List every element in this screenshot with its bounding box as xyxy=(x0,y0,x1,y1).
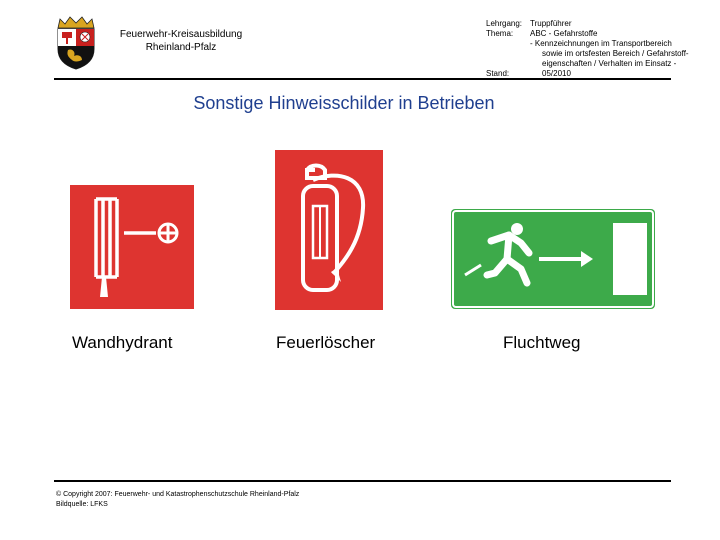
organization-line-1: Feuerwehr-Kreisausbildung xyxy=(119,29,243,40)
topic-line-2: - Kennzeichnungen im Transportbereich xyxy=(530,39,672,48)
coat-of-arms-logo xyxy=(54,16,98,70)
sign-label-feuerloescher: Feuerlöscher xyxy=(276,333,376,352)
date-value: 05/2010 xyxy=(542,69,571,78)
header-divider xyxy=(54,78,671,80)
organization-line-2: Rheinland-Pfalz xyxy=(145,42,217,53)
copyright-text: © Copyright 2007: Feuerwehr- und Katastrophenschutzschule Rheinland-Pfalz xyxy=(56,491,300,498)
image-source-text: Bildquelle: LFKS xyxy=(56,501,108,508)
fire-extinguisher-icon xyxy=(275,150,383,310)
topic-line-4: eigenschaften / Verhalten im Einsatz - xyxy=(542,59,677,68)
course-value: Truppführer xyxy=(530,19,572,28)
emergency-exit-icon xyxy=(451,209,655,309)
footer xyxy=(56,490,299,510)
course-label: Lehrgang: xyxy=(486,19,523,28)
organization-name xyxy=(108,28,254,54)
page-title: Sonstige Hinweisschilder in Betrieben xyxy=(193,93,495,113)
topic-line-1: ABC - Gefahrstoffe xyxy=(530,29,598,38)
sign-label-wandhydrant: Wandhydrant xyxy=(72,333,173,352)
fire-hose-reel-icon xyxy=(70,185,194,309)
footer-divider xyxy=(54,480,671,482)
course-metadata xyxy=(486,19,696,79)
date-label: Stand: xyxy=(486,69,510,78)
topic-label: Thema: xyxy=(486,29,514,38)
topic-line-3: sowie im ortsfesten Bereich / Gefahrstoff- xyxy=(542,49,689,58)
sign-label-fluchtweg: Fluchtweg xyxy=(503,333,581,352)
